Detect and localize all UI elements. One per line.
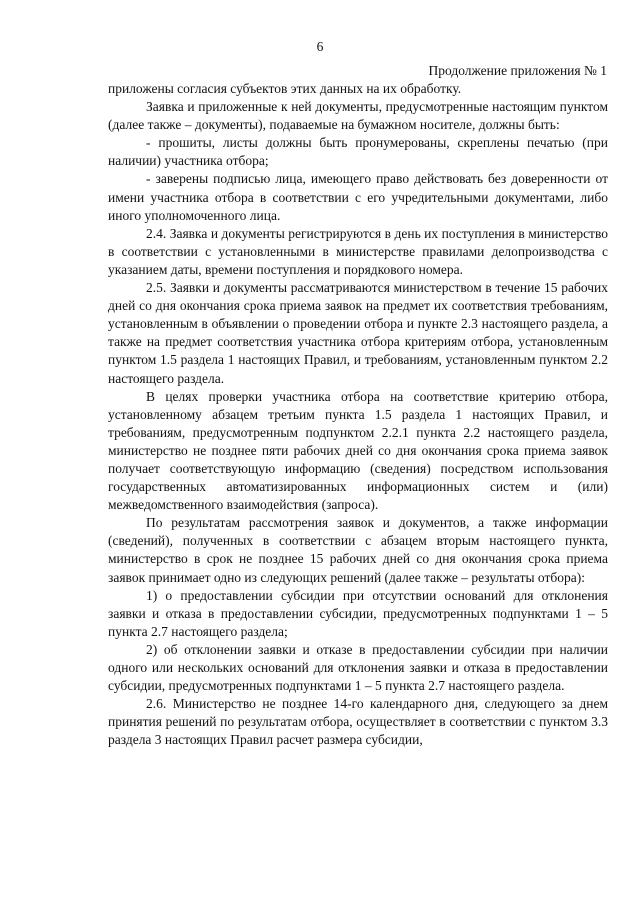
paragraph-1: Заявка и приложенные к ней документы, предусмотренные настоящим пунктом (далее также – документы), подаваемые на бумажном носителе, должны быть: (108, 99, 608, 133)
body-text (108, 80, 608, 749)
paragraph-5: 2.5. Заявки и документы рассматриваются министерством в течение 15 рабочих дней со дня окончания срока приема заявок на предмет их соответствия требованиям, установленным в объявлении о проведении отбора и пункте 2.3 настоящего раздела, а также на предмет соответствия участника отбора критериям отбора, установленным пунктом 1.5 раздела 1 настоящих Правил, и требованиям, установленным пунктом 2.2 настоящего раздела. (108, 280, 608, 386)
paragraph-10: 2.6. Министерство не позднее 14-го календарного дня, следующего за днем принятия решений по результатам отбора, осуществляет в соответствии с пунктом 3.3 раздела 3 настоящих Правил расчет размера субсидии, (108, 696, 608, 748)
paragraph-7: По результатам рассмотрения заявок и документов, а также информации (сведений), полученных в соответствии с абзацем вторым настоящего пункта, министерство в срок не позднее 15 рабочих дней со дня окончания срока приема заявок принимает одно из следующих решений (далее также – результаты отбора): (108, 515, 608, 585)
paragraph-9: 2) об отклонении заявки и отказе в предоставлении субсидии при наличии одного или нескольких оснований для отклонения заявки и отказа в предоставлении субсидии, предусмотренных подпунктами 1 – 5 пункта 2.7 настоящего раздела. (108, 641, 608, 694)
paragraph-3: - заверены подписью лица, имеющего право действовать без доверенности от имени участника отбора в соответствии с его учредительными документами, либо иного уполномоченного лица. (108, 171, 608, 223)
paragraph-6: В целях проверки участника отбора на соответствие критерию отбора, установленному абзацем третьим пункта 1.5 раздела 1 настоящих Правил, и требованиям, предусмотренным подпунктом 2.2.1 пункта 2.2 настоящего раздела, министерство не позднее пяти рабочих дней со дня окончания срока приема заявок получает соответствующую информацию (сведения) посредством использования государственных автоматизированных информационных систем и (или) межведомственного взаимодействия (запроса). (108, 388, 608, 513)
paragraph-0: приложены согласия субъектов этих данных на их обработку. (108, 81, 462, 96)
paragraph-2: - прошиты, листы должны быть пронумерованы, скреплены печатью (при наличии) участника отбора; (108, 135, 608, 169)
continuation-caption: Продолжение приложения № 1 (428, 63, 607, 78)
page-number: 6 (316, 39, 324, 54)
paragraph-4: 2.4. Заявка и документы регистрируются в день их поступления в министерство в соответствии с установленными в министерстве правилами делопроизводства с указанием даты, времени поступления и порядкового номера. (108, 225, 608, 277)
paragraph-8: 1) о предоставлении субсидии при отсутствии оснований для отклонения заявки и отказа в предоставлении субсидии, предусмотренных подпунктами 1 – 5 пункта 2.7 настоящего раздела; (108, 587, 608, 639)
